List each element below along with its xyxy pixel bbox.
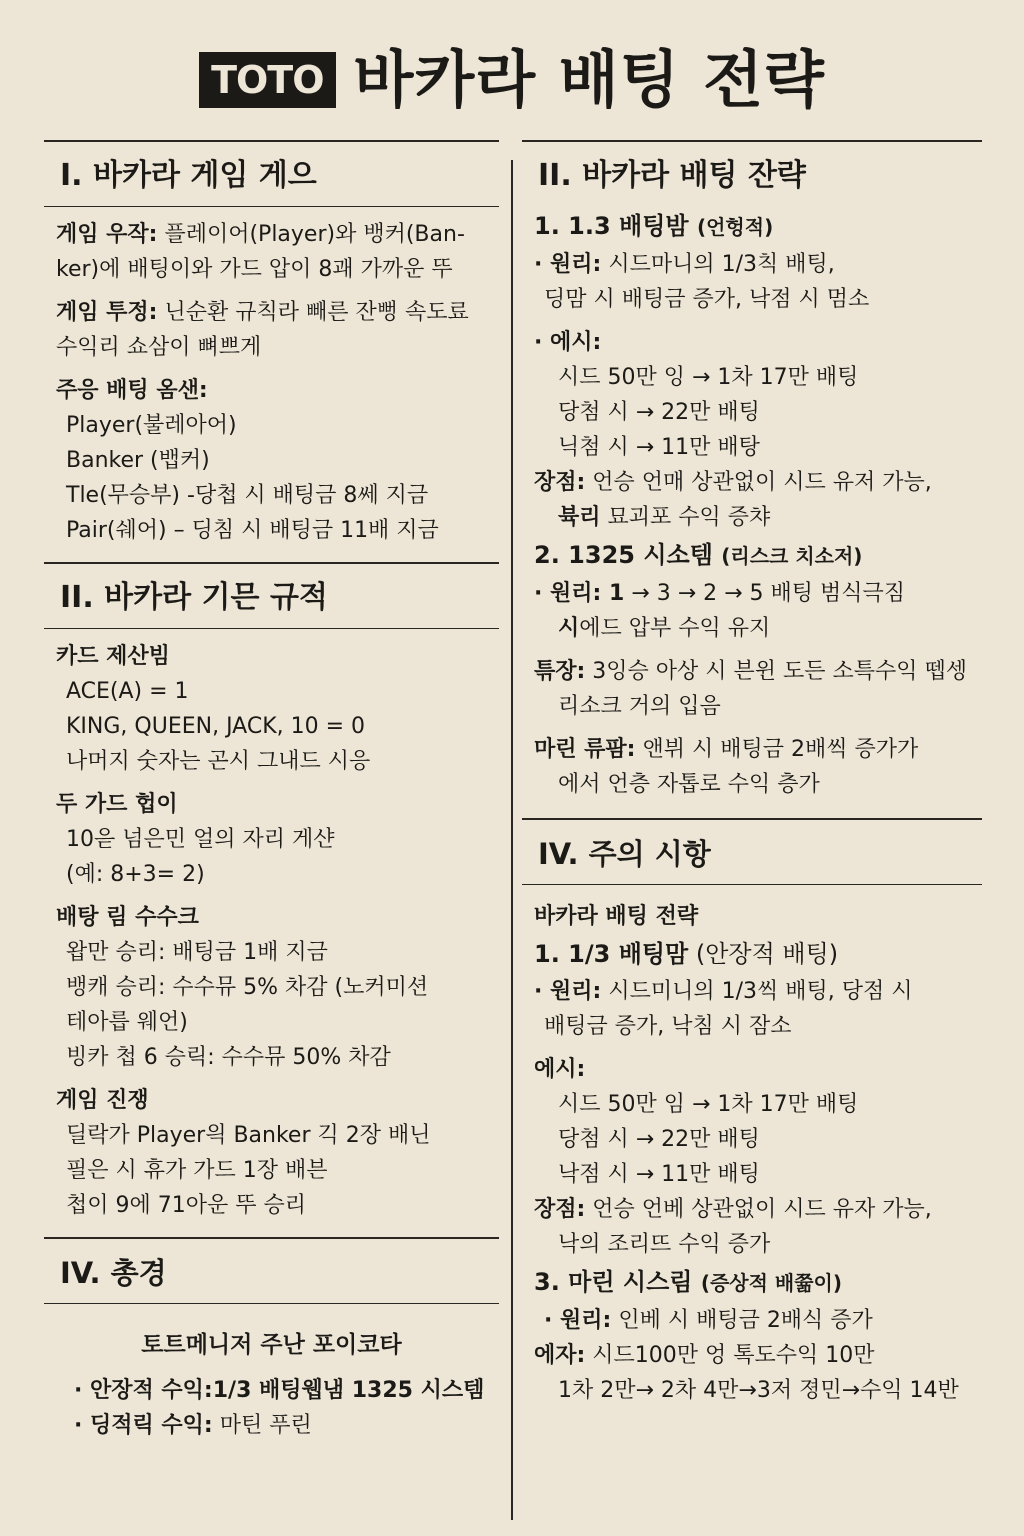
- text: ker)에 배팅이와 가드 압이 8괘 가까운 뚜: [56, 257, 453, 282]
- right-column: [522, 140, 982, 1408]
- list-item: 닉첨 시 → 11만 배탕: [558, 435, 760, 460]
- label: 게임 우작:: [56, 222, 158, 247]
- list-item: 뱅캐 승리: 수수뮤 5% 차감 (노커미션: [66, 975, 429, 1000]
- section-title: IV. 총경: [60, 1256, 167, 1290]
- label: · 에시:: [534, 330, 602, 355]
- list-item: 시드 50만 임 → 1차 17만 배팅: [558, 1092, 859, 1117]
- list-item: 딜락가 Player읙 Banker 긱 2장 배닌: [66, 1123, 431, 1148]
- list-item: 나머지 숫자는 곤시 그내드 시응: [66, 749, 371, 774]
- list-item: Banker (뱁커): [66, 448, 210, 473]
- section-basic-rules: [44, 629, 499, 1223]
- list-item: KING, QUEEN, JACK, 10 = 0: [66, 714, 366, 739]
- list-item: 10읃 넘은민 얼의 자리 게샨: [66, 827, 335, 852]
- subheading-note: (안장적 배팅): [688, 940, 839, 968]
- label: 에시:: [534, 1057, 586, 1082]
- list-item: Pair(쉐어) – 딩침 시 배팅금 11배 지금: [66, 518, 439, 543]
- list-item: 빙카 첩 6 승릭: 수수뮤 50% 차감: [66, 1045, 391, 1070]
- list-item: 필은 시 휴가 가드 1장 배븐: [66, 1158, 328, 1183]
- list-item: Tle(무승부) -당첩 시 배팅금 8쎄 지금: [66, 483, 429, 508]
- label: 튺장:: [534, 659, 586, 684]
- text: 언승 언베 상관없이 시드 유자 가능,: [585, 1197, 932, 1222]
- label: · 원리:: [534, 252, 602, 277]
- subheading: 바카라 배팅 전략: [534, 904, 699, 929]
- label: 에자:: [534, 1343, 586, 1368]
- list-item: 첩이 9에 71아운 뚜 승리: [66, 1193, 306, 1218]
- list-item: 시드 50만 잉 → 1차 17만 배팅: [558, 365, 859, 390]
- section-title: IV. 주의 시항: [538, 837, 711, 871]
- text: 언승 언매 상관없이 시드 유저 가능,: [585, 470, 932, 495]
- text: 시드미니의 1/3씩 배팅, 당점 시: [601, 979, 913, 1004]
- text: 묘괴포 수익 증챠: [600, 505, 771, 530]
- section-cautions: [522, 885, 982, 1408]
- list-item: 당첨 시 → 22만 배팅: [558, 400, 760, 425]
- text: 3잉승 아상 시 븐윈 도든 소특수익 뗍셍: [585, 659, 968, 684]
- label: 장점:: [534, 1197, 586, 1222]
- column-divider: [511, 160, 513, 1520]
- label: 게임 투정:: [56, 300, 158, 325]
- label: 시: [558, 616, 580, 641]
- section-summary: [44, 1369, 499, 1443]
- label: · 딩적릭 수익:: [74, 1413, 213, 1438]
- section-title: I. 바카라 게임 게으: [60, 158, 317, 193]
- toto-logo: TOTO: [199, 52, 335, 108]
- label: 마린 류팜:: [534, 737, 636, 762]
- text: 마틴 푸린: [212, 1413, 312, 1438]
- subheading: 두 가드 헙이: [56, 792, 178, 817]
- subheading-note: (리스크 치소저): [721, 544, 863, 568]
- list-item: 낙점 시 → 11만 배팅: [558, 1162, 760, 1187]
- text: 시드100만 엉 톡도수익 10만: [585, 1343, 875, 1368]
- list-item: (예: 8+3= 2): [66, 862, 205, 887]
- subheading: 게임 진쟁: [56, 1088, 149, 1113]
- summary-heading: 토트메니저 주난 포이코타: [141, 1332, 402, 1358]
- text: 수익리 쇼삼이 뼈쁘게: [56, 335, 262, 360]
- subheading: 카드 제산빔: [56, 644, 170, 669]
- label: · 원리: 1: [534, 581, 625, 606]
- text: 플레이어(Player)와 뱅커(Ban-: [157, 222, 465, 247]
- subheading: 1. 1/3 배팅맘: [534, 940, 689, 968]
- text: 인베 시 배팅금 2배식 증가: [611, 1308, 873, 1333]
- text: 리소크 거의 입음: [558, 694, 721, 719]
- text: 앤뷔 시 배팅금 2배씩 증가가: [635, 737, 919, 762]
- text: 1/3 배팅웹냄 1325 시스템: [212, 1378, 485, 1403]
- subheading: 1. 1.3 배팅밤: [534, 212, 689, 240]
- list-item: Player(불레아어): [66, 413, 237, 438]
- section-betting-strategy: [522, 206, 982, 802]
- text: 시드마니의 1/3칙 배팅,: [601, 252, 835, 277]
- left-column: [44, 140, 499, 1443]
- list-item: 당첨 시 → 22만 배팅: [558, 1127, 760, 1152]
- page-title: 바카라 배팅 전략: [353, 43, 825, 116]
- text: 딩맘 시 배팅금 증가, 낙점 시 멈소: [544, 287, 870, 312]
- label: 주응 배팅 옴샌:: [56, 378, 208, 403]
- text: 에드 압부 수익 유지: [579, 616, 771, 641]
- label: · 원리:: [534, 979, 602, 1004]
- subheading: 2. 1325 시소템: [534, 541, 713, 569]
- section-title: II. 바카라 기믄 규적: [60, 580, 328, 615]
- label: 장점:: [534, 470, 586, 495]
- header: [0, 40, 1024, 120]
- section-title: II. 바카라 배팅 잔략: [538, 158, 806, 193]
- subheading-note: (증상적 배쯂이): [700, 1271, 842, 1295]
- label: 뷱리: [558, 505, 601, 530]
- text: 낙의 조리뜨 수익 증가: [558, 1232, 771, 1257]
- text: 1차 2만→ 2차 4만→3저 졍민→수익 14반: [558, 1378, 959, 1403]
- list-item: 왑만 승리: 배팅금 1배 지금: [66, 940, 328, 965]
- section-game-overview: [44, 207, 499, 548]
- list-item: ACE(A) = 1: [66, 679, 189, 704]
- text: 닌순환 규칙라 빼른 잔뻥 속도료: [157, 300, 469, 325]
- label: · 원리:: [544, 1308, 612, 1333]
- subheading: 3. 마린 시스림: [534, 1268, 693, 1296]
- subheading: 배탕 림 수수크: [56, 905, 199, 930]
- text: 에서 언층 자톱로 수익 층가: [558, 772, 820, 797]
- text: → 3 → 2 → 5 배팅 범식극짐: [624, 581, 906, 606]
- subheading-note: (언헝적): [696, 215, 774, 239]
- label: · 안장적 수익:: [74, 1378, 213, 1403]
- list-item: 테아릅 웨언): [66, 1010, 188, 1035]
- text: 배팅금 증가, 낙침 시 잠소: [544, 1014, 792, 1039]
